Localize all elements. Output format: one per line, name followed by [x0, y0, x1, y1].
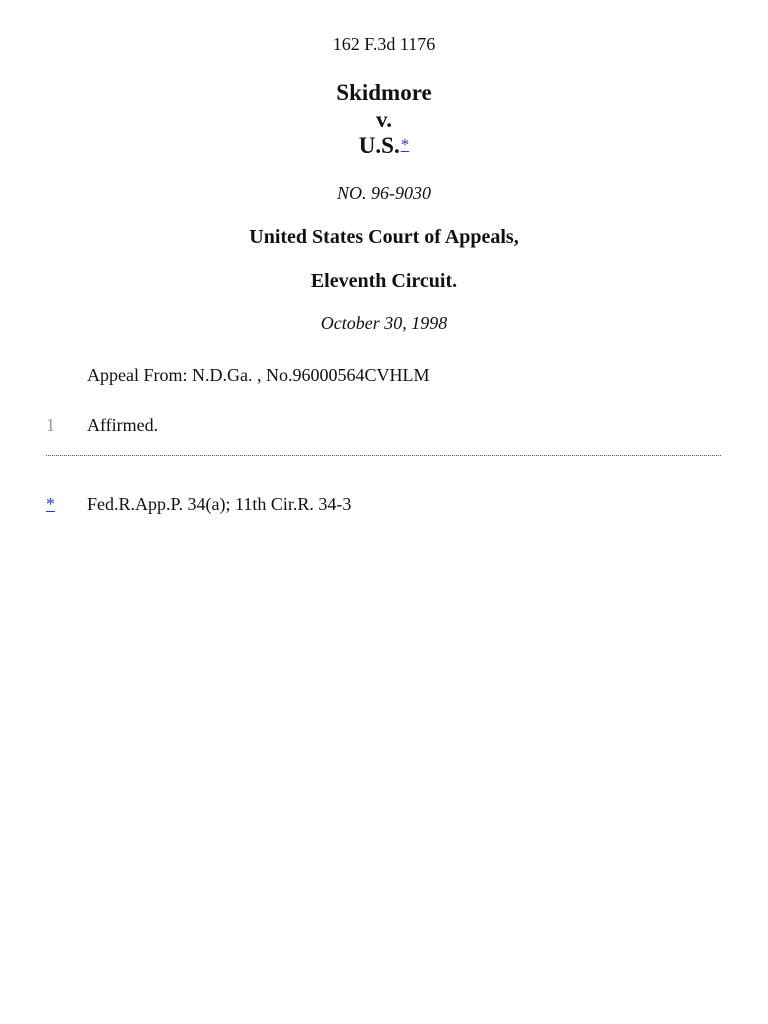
appeal-from-line: Appeal From: N.D.Ga. , No.96000564CVHLM [87, 365, 430, 385]
docket-number: NO. 96-9030 [337, 183, 431, 203]
footnote-divider [46, 455, 721, 456]
party-name-plaintiff: Skidmore [336, 80, 432, 105]
decision-date: October 30, 1998 [320, 313, 448, 333]
reporter-citation: 162 F.3d 1176 [332, 34, 436, 54]
footnote-text: Fed.R.App.P. 34(a); 11th Cir.R. 34-3 [87, 494, 352, 514]
court-name: United States Court of Appeals, [249, 226, 519, 248]
party-name-defendant: U.S. [358, 133, 400, 158]
paragraph-number: 1 [46, 415, 55, 435]
footnote-reference-link[interactable]: * [400, 135, 410, 154]
footnote-marker-link[interactable]: * [46, 494, 55, 514]
party-name-defendant-line [0, 133, 768, 159]
court-circuit: Eleventh Circuit. [310, 270, 458, 292]
paragraph-text: Affirmed. [87, 415, 159, 435]
versus-label: v. [376, 107, 392, 132]
